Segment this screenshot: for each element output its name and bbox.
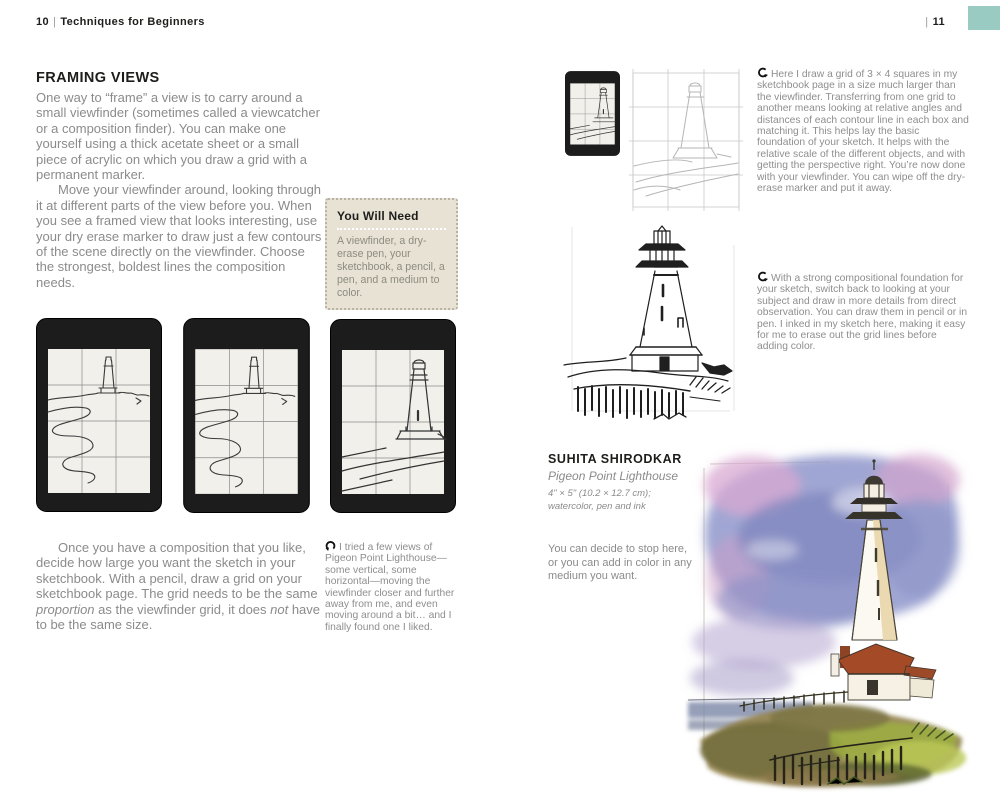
paragraph-3-part2: as the viewfinder grid, it does xyxy=(94,601,271,617)
curved-arrow-up-icon xyxy=(325,540,336,551)
right-page-number: 11 xyxy=(932,16,945,28)
chapter-color-tab xyxy=(968,6,1000,30)
paragraph-1: One way to “frame” a view is to carry around a small viewfinder (sometimes called a viewcatcher or a composition finder). You can make one yourself using a thick acetate sheet or a small piece of acrylic on which you draw a grid with a permanent marker. xyxy=(36,90,320,183)
header-divider-right: | xyxy=(925,16,929,28)
ink-lighthouse-sketch xyxy=(558,215,746,423)
artwork-title: Pigeon Point Lighthouse xyxy=(548,469,679,483)
paragraph-3-part1: Once you have a composition that you like, decide how large you want the sketch in your sketchbook. With a pencil, draw a grid on your sketchbook page. The grid needs to be the same xyxy=(36,540,318,602)
artwork-size: 4" × 5" (10.2 × 12.7 cm); xyxy=(548,488,651,499)
pencil-grid-sketch xyxy=(628,66,744,214)
small-viewfinder-photo xyxy=(565,66,620,161)
left-running-title: Techniques for Beginners xyxy=(60,16,205,28)
header-divider: | xyxy=(53,16,57,28)
curved-arrow-left-icon xyxy=(757,67,768,78)
you-will-need-text: A viewfinder, a dry-erase pen, your sketchbook, a pencil, a pen, and a medium to color. xyxy=(337,235,445,299)
viewfinder-caption-text: I tried a few views of Pigeon Point Lighthouse—some vertical, some horizontal—moving the viewfinder closer and further away from me, and even moving around a bit… and I finally found one I liked. xyxy=(325,542,455,633)
curved-arrow-left-icon-2 xyxy=(757,271,768,282)
viewfinder-photo-3 xyxy=(330,319,456,513)
reference-caption-2-text: With a strong compositional foundation for your sketch, switch back to looking at your subject and draw in more details from direct observation. You can draw them in pencil or in pen. I inked in my sketch here, making it easy for me to erase out the grid lines before adding color. xyxy=(757,273,968,353)
artwork-medium: watercolor, pen and ink xyxy=(548,501,646,512)
dotted-rule xyxy=(337,228,446,230)
reference-caption-2 xyxy=(757,271,970,353)
you-will-need-box xyxy=(325,198,458,310)
left-page-header xyxy=(36,16,205,28)
right-page-header xyxy=(921,16,945,28)
watercolor-lighthouse-painting xyxy=(680,428,975,793)
left-page-number: 10 xyxy=(36,16,50,28)
paragraph-2: Move your viewfinder around, looking through it at different parts of the view before you. When you see a framed view that looks interesting, use your dry erase marker to draw just a few contours of the scene directly on the viewfinder. Choose the strongest, boldest lines the composition needs. xyxy=(36,182,322,290)
reference-caption-1 xyxy=(757,67,970,194)
section-heading: FRAMING VIEWS xyxy=(36,70,160,86)
reference-caption-1-text: Here I draw a grid of 3 × 4 squares in my sketchbook page in a size much larger than the viewfinder. Transferring from one grid to another means looking at relative angles and distances of each contour line in each box and matching it. This helps lay the basic foundation of your sketch. It helps with the relative scale of the different objects, and with getting the perspective right. You’re now done with your viewfinder. You can wipe off the dry-erase marker and put it away. xyxy=(757,69,969,195)
intro-text xyxy=(36,90,324,290)
paragraph-3-italic2: not xyxy=(270,601,289,617)
paragraph-3 xyxy=(36,540,326,632)
transfer-paragraph xyxy=(36,540,326,632)
viewfinder-photo-1 xyxy=(36,318,162,512)
viewfinder-photo-2 xyxy=(183,318,310,513)
viewfinder-caption xyxy=(325,540,458,633)
color-note: You can decide to stop here, or you can add in color in any medium you want. xyxy=(548,543,692,582)
you-will-need-title: You Will Need xyxy=(337,209,419,223)
artist-name: SUHITA SHIRODKAR xyxy=(548,452,682,466)
paragraph-3-italic1: proportion xyxy=(36,601,95,617)
paragraph-3-part3: have to be the same size. xyxy=(36,601,321,633)
